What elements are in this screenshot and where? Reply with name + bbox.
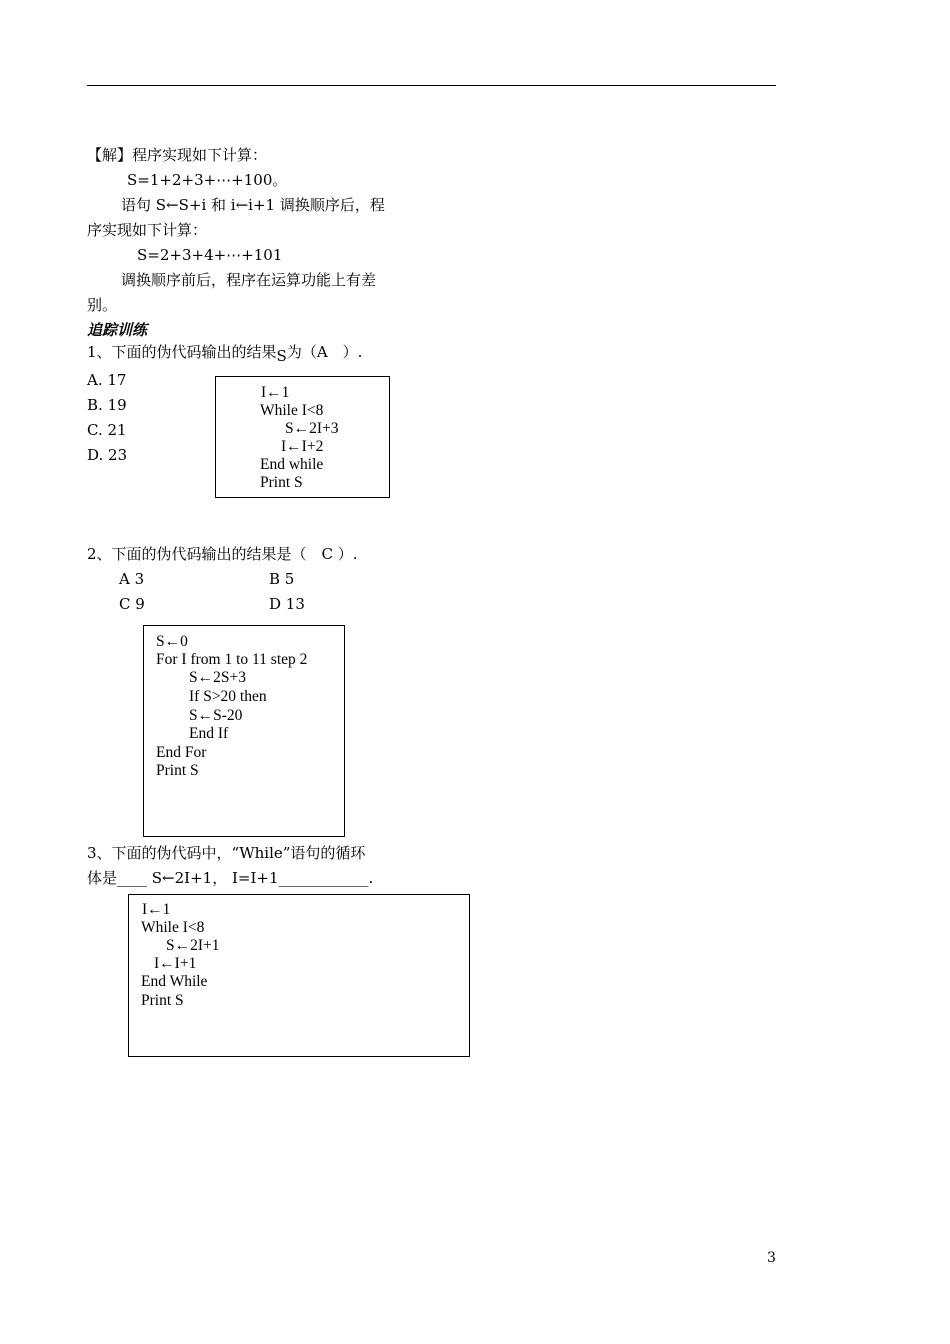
q3-code-line: S←2I+1	[166, 937, 220, 954]
q2-code-line: For I from 1 to 11 step 2	[156, 651, 308, 668]
q2-option-a: A 3	[119, 570, 145, 588]
q2-code-line: S←2S+3	[189, 669, 246, 686]
solution-line-5: S=2+3+4+⋯+101	[137, 246, 283, 264]
q1-code-line: I←I+2	[281, 438, 324, 455]
solution-line-6: 调换顺序前后，程序在运算功能上有差	[121, 271, 377, 289]
q2-option-d: D 13	[269, 595, 305, 613]
q1-option-b: B. 19	[87, 396, 127, 414]
section-title: 追踪训练	[87, 321, 148, 339]
q2-code-line: S←0	[156, 633, 188, 650]
q2-code-line: End If	[189, 725, 229, 742]
q1-code-line: I←1	[261, 384, 290, 401]
q1-option-d: D. 23	[87, 446, 128, 464]
q2-code-line: Print S	[156, 762, 199, 779]
solution-line-3: 语句 S←S+i 和 i←i+1 调换顺序后，程	[121, 196, 385, 214]
solution-line-1: 【解】程序实现如下计算：	[87, 146, 268, 164]
header-rule	[87, 85, 776, 86]
q3-code-line: End While	[141, 973, 208, 990]
q1-option-a: A. 17	[87, 371, 127, 389]
q1-code-line: Print S	[260, 474, 303, 491]
q3-code-line: I←1	[142, 901, 171, 918]
q2-code-line: If S>20 then	[189, 688, 267, 705]
page-number: 3	[767, 1250, 776, 1266]
q2-option-b: B 5	[269, 570, 295, 588]
q1-code-line: S←2I+3	[285, 420, 339, 437]
q1-option-c: C. 21	[87, 421, 127, 439]
q1-code-line: While I<8	[260, 402, 324, 419]
q3-code-line: Print S	[141, 992, 184, 1009]
q2-option-c: C 9	[119, 595, 145, 613]
solution-line-4: 序实现如下计算：	[87, 221, 208, 239]
q3-stem-line-1: 3、下面的伪代码中，“While”语句的循环	[87, 844, 366, 862]
q1-code-line: End while	[260, 456, 324, 473]
q3-code-line: While I<8	[141, 919, 205, 936]
q2-code-line: End For	[156, 744, 207, 761]
q3-stem-line-2: 体是____ S←2I+1， I=I+1____________.	[87, 869, 374, 887]
solution-line-7: 别。	[87, 296, 118, 314]
solution-line-2: S=1+2+3+⋯+100。	[127, 171, 288, 189]
q1-stem: 1、下面的伪代码输出的结果S为（A ）.	[87, 343, 363, 365]
q3-code-line: I←I+1	[154, 955, 197, 972]
q2-stem: 2、下面的伪代码输出的结果是（ C ）.	[87, 545, 358, 563]
q2-code-line: S←S-20	[189, 707, 243, 724]
